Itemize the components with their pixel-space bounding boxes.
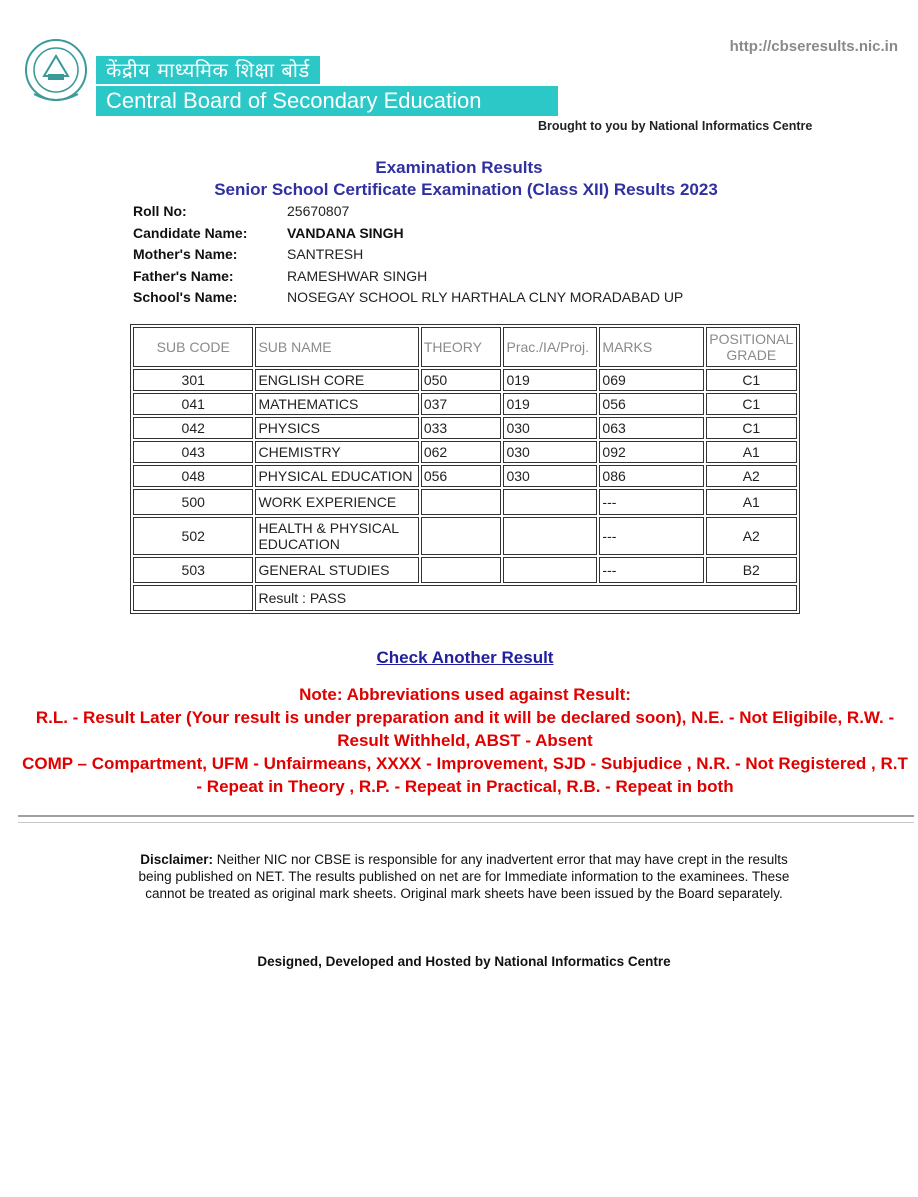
sub-code-cell: 301 [133, 369, 253, 391]
board-name-english: Central Board of Secondary Education [96, 86, 558, 116]
check-another-result-link[interactable]: Check Another Result [376, 648, 554, 667]
practical-cell: 019 [503, 369, 597, 391]
theory-cell: 062 [421, 441, 502, 463]
disclaimer [128, 851, 800, 902]
sub-code-cell: 503 [133, 557, 253, 583]
grade-cell: A2 [706, 517, 797, 555]
school-name-label: School's Name: [133, 289, 238, 305]
board-name-hindi: केंद्रीय माध्यमिक शिक्षा बोर्ड [96, 56, 320, 84]
sub-name-cell: GENERAL STUDIES [255, 557, 418, 583]
sub-name-cell: CHEMISTRY [255, 441, 418, 463]
grade-cell: A1 [706, 441, 797, 463]
sub-code-cell: 048 [133, 465, 253, 487]
candidate-name-value: VANDANA SINGH [287, 225, 404, 241]
empty-cell [133, 585, 253, 611]
theory-cell [421, 557, 502, 583]
grade-cell: A2 [706, 465, 797, 487]
marks-cell: --- [599, 489, 703, 515]
sub-name-cell: WORK EXPERIENCE [255, 489, 418, 515]
theory-cell: 033 [421, 417, 502, 439]
table-row [133, 441, 797, 463]
marks-cell: 063 [599, 417, 703, 439]
table-row [133, 369, 797, 391]
practical-cell: 030 [503, 417, 597, 439]
marks-cell: 092 [599, 441, 703, 463]
marks-cell: 069 [599, 369, 703, 391]
father-name-value: RAMESHWAR SINGH [287, 268, 428, 284]
sub-code-cell: 041 [133, 393, 253, 415]
school-name-value: NOSEGAY SCHOOL RLY HARTHALA CLNY MORADABAD UP [287, 289, 684, 305]
header-sub-code: SUB CODE [133, 327, 253, 367]
grade-cell: C1 [706, 417, 797, 439]
practical-cell [503, 489, 597, 515]
result-status: Result : PASS [255, 585, 797, 611]
divider [18, 815, 914, 817]
sub-code-cell: 042 [133, 417, 253, 439]
site-url[interactable]: http://cbseresults.nic.in [729, 38, 898, 55]
theory-cell: 037 [421, 393, 502, 415]
marks-cell: 086 [599, 465, 703, 487]
practical-cell [503, 517, 597, 555]
sub-code-cell: 500 [133, 489, 253, 515]
theory-cell: 056 [421, 465, 502, 487]
sub-name-cell: MATHEMATICS [255, 393, 418, 415]
roll-value: 25670807 [287, 203, 350, 219]
sub-code-cell: 502 [133, 517, 253, 555]
header-practical: Prac./IA/Proj. [503, 327, 597, 367]
header-sub-name: SUB NAME [255, 327, 418, 367]
marks-cell: --- [599, 517, 703, 555]
note-line-2: COMP – Compartment, UFM - Unfairmeans, XXXX - Improvement, SJD - Subjudice , N.R. - Not Registered , R.T - Repeat in Theory , R.P. - Repeat in Practical, R.B. - Repeat in both [22, 754, 908, 796]
practical-cell: 030 [503, 441, 597, 463]
practical-cell [503, 557, 597, 583]
brought-by-text: Brought to you by National Informatics Centre [538, 119, 813, 133]
sub-name-cell: PHYSICAL EDUCATION [255, 465, 418, 487]
practical-cell: 030 [503, 465, 597, 487]
candidate-name-label: Candidate Name: [133, 225, 248, 241]
header-theory: THEORY [421, 327, 502, 367]
note-heading: Note: Abbreviations used against Result: [299, 685, 631, 704]
cbse-emblem-icon [24, 36, 88, 108]
theory-cell [421, 517, 502, 555]
table-row [133, 417, 797, 439]
table-row [133, 465, 797, 487]
marks-table [130, 324, 800, 614]
table-row [133, 393, 797, 415]
table-row [133, 557, 797, 583]
header-positional-grade: POSITIONAL GRADE [706, 327, 797, 367]
sub-name-cell: ENGLISH CORE [255, 369, 418, 391]
sub-code-cell: 043 [133, 441, 253, 463]
marks-cell: --- [599, 557, 703, 583]
note-line-1: R.L. - Result Later (Your result is under preparation and it will be declared soon), N.E. - Not Eligibile, R.W. - Result Withheld, ABST - Absent [35, 708, 895, 750]
sub-name-cell: PHYSICS [255, 417, 418, 439]
theory-cell [421, 489, 502, 515]
grade-cell: C1 [706, 393, 797, 415]
page-title: Examination Results [375, 158, 543, 177]
sub-name-cell: HEALTH & PHYSICAL EDUCATION [255, 517, 418, 555]
theory-cell: 050 [421, 369, 502, 391]
mother-name-label: Mother's Name: [133, 246, 238, 262]
roll-label: Roll No: [133, 203, 187, 219]
father-name-label: Father's Name: [133, 268, 234, 284]
grade-cell: C1 [706, 369, 797, 391]
footer-credit: Designed, Developed and Hosted by National Informatics Centre [257, 954, 671, 969]
header-marks: MARKS [599, 327, 703, 367]
disclaimer-label: Disclaimer: [140, 852, 214, 867]
mother-name-value: SANTRESH [287, 246, 364, 262]
disclaimer-text: Neither NIC nor CBSE is responsible for any inadvertent error that may have crept in the results being published on NET. The results published on net are for Immediate information to the examinees. These cannot be treated as original mark sheets. Original mark sheets have been issued by the Board separately. [138, 852, 790, 901]
grade-cell: A1 [706, 489, 797, 515]
abbreviations-note [20, 683, 910, 798]
divider [18, 822, 914, 823]
table-header-row [133, 327, 797, 367]
table-row [133, 489, 797, 515]
exam-subtitle: Senior School Certificate Examination (Class XII) Results 2023 [214, 180, 718, 199]
table-row [133, 517, 797, 555]
marks-cell: 056 [599, 393, 703, 415]
practical-cell: 019 [503, 393, 597, 415]
result-row [133, 585, 797, 611]
grade-cell: B2 [706, 557, 797, 583]
